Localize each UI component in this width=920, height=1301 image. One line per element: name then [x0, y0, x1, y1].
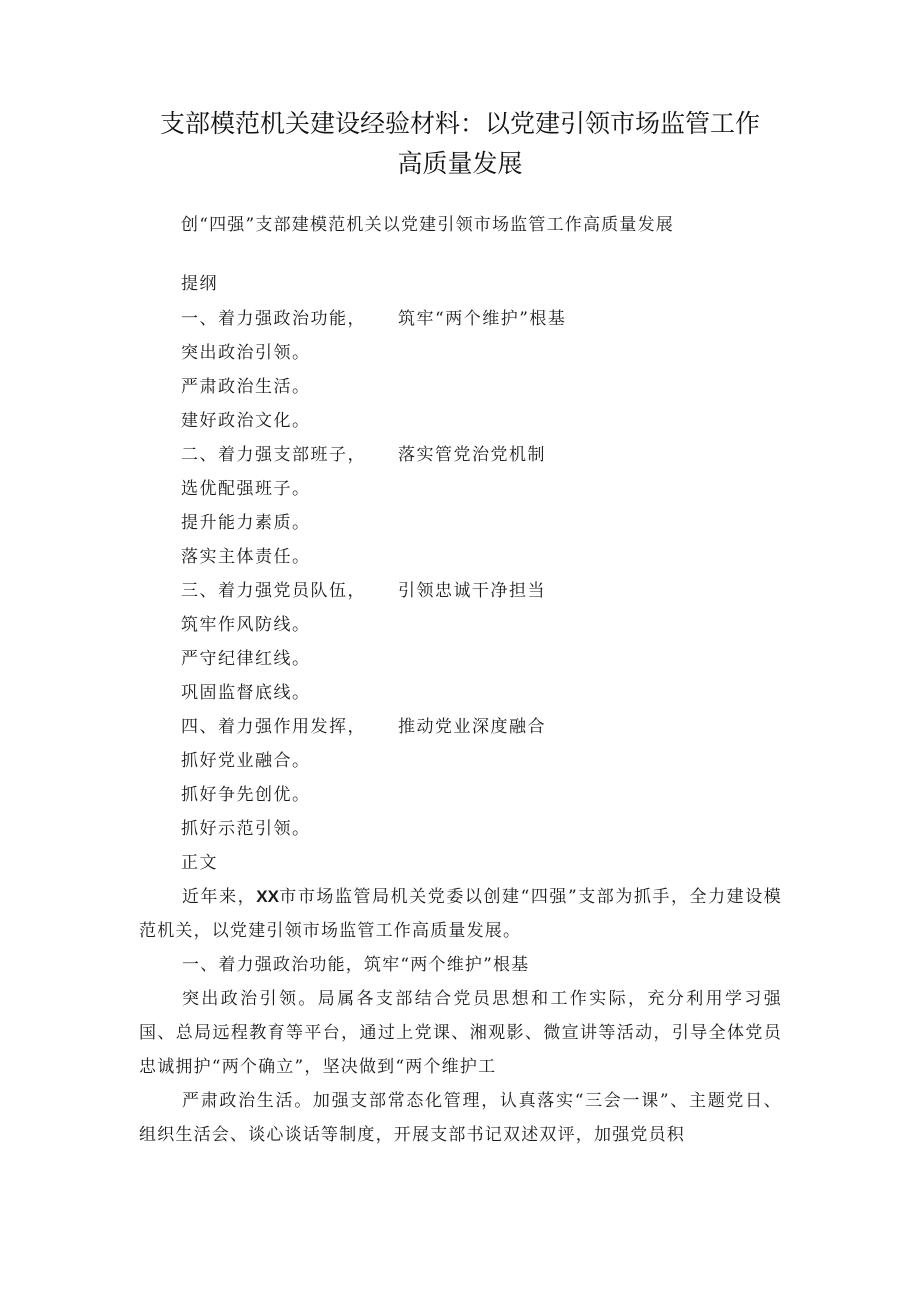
outline-item: 巩固监督底线。 [181, 683, 311, 703]
paragraph-intro-rest: 市市场监管局机关党委以创建“四强”支部为抓手，全力建设模范机关，以党建引领市场监管工作高质量发展。 [139, 887, 782, 941]
paragraph-intro-prefix: 近年来， [182, 887, 257, 907]
outline-item: 落实主体责任。 [181, 547, 311, 567]
outline-label: 提纲 [181, 274, 218, 294]
outline-heading-3-a: 三、着力强党员队伍， [181, 581, 366, 601]
title-line-1: 支部模范机关建设经验材料：以党建引领市场监管工作 [159, 109, 760, 138]
outline-item: 筑牢作风防线。 [181, 615, 311, 635]
document-title [140, 104, 780, 184]
outline-heading-1 [181, 308, 567, 330]
body-heading-1: 一、着力强政治功能，筑牢“两个维护”根基 [182, 955, 530, 975]
outline-heading-3 [181, 580, 546, 602]
outline-item: 选优配强班子。 [181, 479, 311, 499]
outline-item: 突出政治引领。 [181, 343, 311, 363]
outline-heading-3-b: 引领忠诚干净担当 [398, 581, 546, 601]
outline-heading-4-b: 推动党业深度融合 [398, 717, 546, 737]
outline-item: 抓好争先创优。 [181, 785, 311, 805]
outline-item: 抓好示范引领。 [181, 819, 311, 839]
title-line-2: 高质量发展 [397, 149, 523, 178]
body-label: 正文 [181, 853, 218, 873]
outline-item: 建好政治文化。 [181, 411, 311, 431]
paragraph-political-life: 严肃政治生活。加强支部常态化管理，认真落实“三会一课”、主题党日、组织生活会、谈心谈话等制度，开展支部书记双述双评，加强党员积 [139, 1091, 782, 1145]
outline-heading-1-a: 一、着力强政治功能， [181, 309, 366, 329]
document-subtitle: 创“四强”支部建模范机关以党建引领市场监管工作高质量发展 [181, 215, 674, 235]
outline-heading-4 [181, 716, 546, 738]
outline-item: 抓好党业融合。 [181, 751, 311, 771]
outline-item: 提升能力素质。 [181, 513, 311, 533]
outline-heading-2-a: 二、着力强支部班子， [181, 445, 366, 465]
outline-item: 严肃政治生活。 [181, 377, 311, 397]
outline-heading-2 [181, 444, 546, 466]
outline-heading-4-a: 四、着力强作用发挥， [181, 717, 366, 737]
paragraph-intro-xx: XX [256, 887, 279, 906]
outline-heading-2-b: 落实管党治党机制 [398, 445, 546, 465]
paragraph-political-guidance: 突出政治引领。局属各支部结合党员思想和工作实际，充分利用学习强国、总局远程教育等平台，通过上党课、湘观影、微宣讲等活动，引导全体党员忠诚拥护“两个确立”，坚决做到“两个维护工 [139, 989, 782, 1077]
paragraph-intro [139, 880, 782, 948]
outline-item: 严守纪律红线。 [181, 649, 311, 669]
outline-heading-1-b: 筑牢“两个维护”根基 [398, 309, 567, 329]
